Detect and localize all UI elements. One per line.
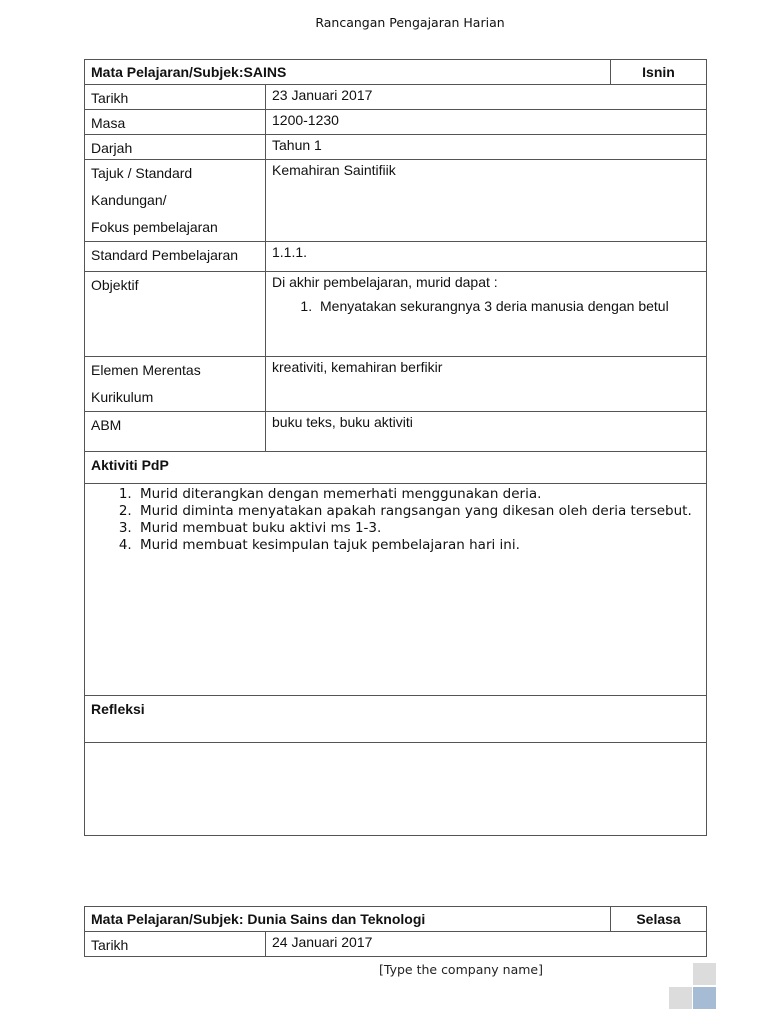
footer-company-name: [Type the company name] [379,962,543,977]
objektif-intro: Di akhir pembelajaran, murid dapat : [272,274,498,290]
objektif-label: Objektif [85,272,266,357]
aktiviti-heading: Aktiviti PdP [85,452,707,484]
footer-decoration-square [669,987,692,1009]
masa-value: 1200-1230 [266,110,707,135]
day-cell: Isnin [611,60,707,85]
list-item: 1. Menyatakan sekurangnya 3 deria manusia dengan betul [316,297,700,315]
elemen-value: kreativiti, kemahiran berfikir [266,357,707,412]
list-item: 4. Murid membuat kesimpulan tajuk pembelajaran hari ini. [136,537,706,554]
tajuk-label [85,160,266,242]
tarikh-value: 23 Januari 2017 [266,85,707,110]
objektif-list [272,297,700,315]
list-item: 2. Murid diminta menyatakan apakah rangsangan yang dikesan oleh deria tersebut. [136,503,706,520]
aktiviti-content [85,484,707,696]
subject-cell: Mata Pelajaran/Subjek:SAINS [85,60,611,85]
subject-cell: Mata Pelajaran/Subjek: Dunia Sains dan Teknologi [85,907,611,932]
objektif-value [266,272,707,357]
elemen-label-line-1: Elemen Merentas [91,362,201,378]
day-cell: Selasa [611,907,707,932]
tajuk-label-line-2: Kandungan/ [91,192,167,208]
refleksi-content [85,743,707,836]
standard-label: Standard Pembelajaran [85,242,266,272]
lesson-plan-table-1 [84,59,707,836]
tajuk-label-line-1: Tajuk / Standard [91,165,193,181]
abm-value: buku teks, buku aktiviti [266,412,707,452]
lesson-plan-table-2 [84,906,707,957]
tajuk-value: Kemahiran Saintifiik [266,160,707,242]
footer-decoration-square [693,987,716,1009]
standard-value: 1.1.1. [266,242,707,272]
darjah-value: Tahun 1 [266,135,707,160]
list-item: 3. Murid membuat buku aktivi ms 1-3. [136,520,706,537]
list-item: 1. Murid diterangkan dengan memerhati menggunakan deria. [136,486,706,503]
darjah-label: Darjah [85,135,266,160]
tarikh-value: 24 Januari 2017 [266,932,707,957]
elemen-label-line-2: Kurikulum [91,389,154,405]
footer-decoration-square [693,963,716,985]
tarikh-label: Tarikh [85,85,266,110]
tajuk-label-line-3: Fokus pembelajaran [91,219,218,235]
abm-label: ABM [85,412,266,452]
aktiviti-list [85,486,706,554]
tarikh-label: Tarikh [85,932,266,957]
elemen-label [85,357,266,412]
masa-label: Masa [85,110,266,135]
refleksi-heading: Refleksi [85,696,707,743]
page-title: Rancangan Pengajaran Harian [315,15,505,30]
